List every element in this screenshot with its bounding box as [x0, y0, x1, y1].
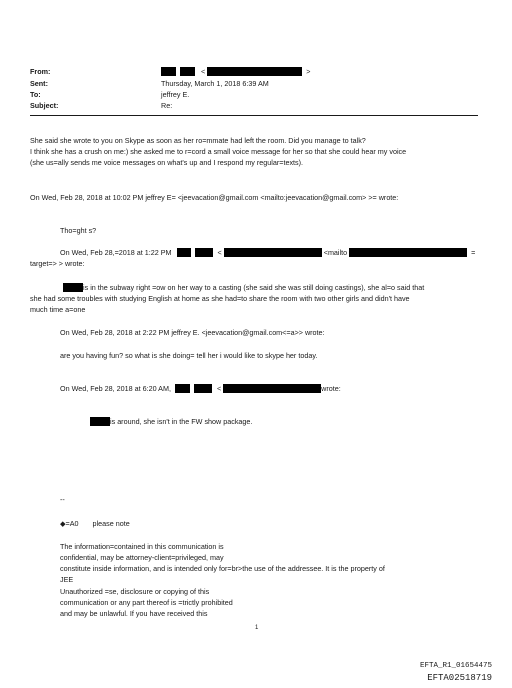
- sent-value: Thursday, March 1, 2018 6:39 AM: [161, 79, 269, 88]
- body-text: is around, she isn't in the FW show package.: [110, 417, 253, 426]
- quote-lt: <: [217, 248, 222, 257]
- quote-header: On Wed, Feb 28, 2018 at 2:22 PM jeffrey E. <jeevacation@gmail.com<=a>> wrote:: [60, 328, 325, 337]
- header-divider: [30, 115, 478, 116]
- redaction-box: [180, 67, 195, 76]
- quote-eq: =: [471, 248, 476, 257]
- redaction-box: [349, 248, 467, 257]
- redaction-box: [63, 283, 83, 292]
- redaction-box: [175, 384, 190, 393]
- quote-date: On Wed, Feb 28, 2018 at 6:20 AM,: [60, 384, 171, 393]
- body-line: she had some troubles with studying English at home as she had=to share the room with two other girls and didn't have: [30, 294, 410, 303]
- subject-value: Re:: [161, 101, 173, 110]
- quote-lt: <: [216, 384, 222, 393]
- body-line: (she us=ally sends me voice messages on what's up and I respond my regular=texts).: [30, 158, 304, 167]
- page-number: 1: [255, 625, 259, 631]
- disclaimer-line: confidential, may be attorney-client=privileged, may: [60, 553, 224, 562]
- to-value: jeffrey E.: [161, 90, 190, 99]
- redaction-box: [224, 248, 322, 257]
- quote-wrote: wrote:: [321, 384, 341, 393]
- note-text: please note: [92, 519, 130, 528]
- sent-label: Sent:: [30, 79, 48, 88]
- disclaimer-line: The information=contained in this communication is: [60, 542, 224, 551]
- quote-header-cont: target=> > wrote:: [30, 259, 85, 268]
- disclaimer-line: communication or any part thereof is =trictly prohibited: [60, 598, 233, 607]
- quote-header: On Wed, Feb 28, 2018 at 10:02 PM jeffrey E= <jeevacation@gmail.com <mailto:jeevacation@gmail.com> >= wrote:: [30, 193, 399, 202]
- redaction-box: [223, 384, 321, 393]
- quote-header: [60, 248, 475, 257]
- body-line: I think she has a crush on me:) she asked me to r=cord a small voice message for her so that she could hear my voice: [30, 147, 407, 156]
- from-value: [161, 67, 310, 76]
- body-line: Tho=ght s?: [60, 226, 97, 235]
- redaction-box: [161, 67, 176, 76]
- redaction-box: [195, 248, 213, 257]
- subject-label: Subject:: [30, 101, 59, 110]
- bates-id-primary: EFTA_R1_01654475: [419, 662, 492, 670]
- redaction-box: [177, 248, 191, 257]
- from-label: From:: [30, 67, 51, 76]
- quote-mailto: <mailto: [323, 248, 348, 257]
- quote-date: On Wed, Feb 28,=2018 at 1:22 PM: [60, 248, 172, 257]
- from-bracket-open: <: [201, 67, 206, 76]
- body-line: [90, 417, 252, 426]
- note-symbol: ◆=A0: [60, 519, 79, 528]
- signature-separator: --: [60, 495, 65, 504]
- body-line: much time a=one: [30, 305, 86, 314]
- disclaimer-line: and may be unlawful. If you have received this: [60, 609, 208, 618]
- from-bracket-close: >: [306, 67, 311, 76]
- bates-id-secondary: EFTA02518719: [427, 673, 492, 683]
- body-text: is in the subway right =ow on her way to a casting (she said she was still doing castings), she al=o said that: [83, 283, 425, 292]
- redaction-box: [194, 384, 212, 393]
- quote-header: [60, 384, 341, 393]
- disclaimer-line: JEE: [60, 575, 74, 584]
- body-line: She said she wrote to you on Skype as soon as her ro=mmate had left the room. Did you manage to talk?: [30, 136, 366, 145]
- redaction-box: [207, 67, 302, 76]
- body-line: [63, 283, 424, 292]
- to-label: To:: [30, 90, 41, 99]
- redaction-box: [90, 417, 110, 426]
- disclaimer-line: constitute inside information, and is intended only for=br>the use of the addressee. It is the property of: [60, 564, 385, 573]
- note-line: [60, 519, 130, 528]
- body-line: are you having fun? so what is she doing= tell her i would like to skype her today.: [60, 351, 318, 360]
- disclaimer-line: Unauthorized =se, disclosure or copying of this: [60, 587, 210, 596]
